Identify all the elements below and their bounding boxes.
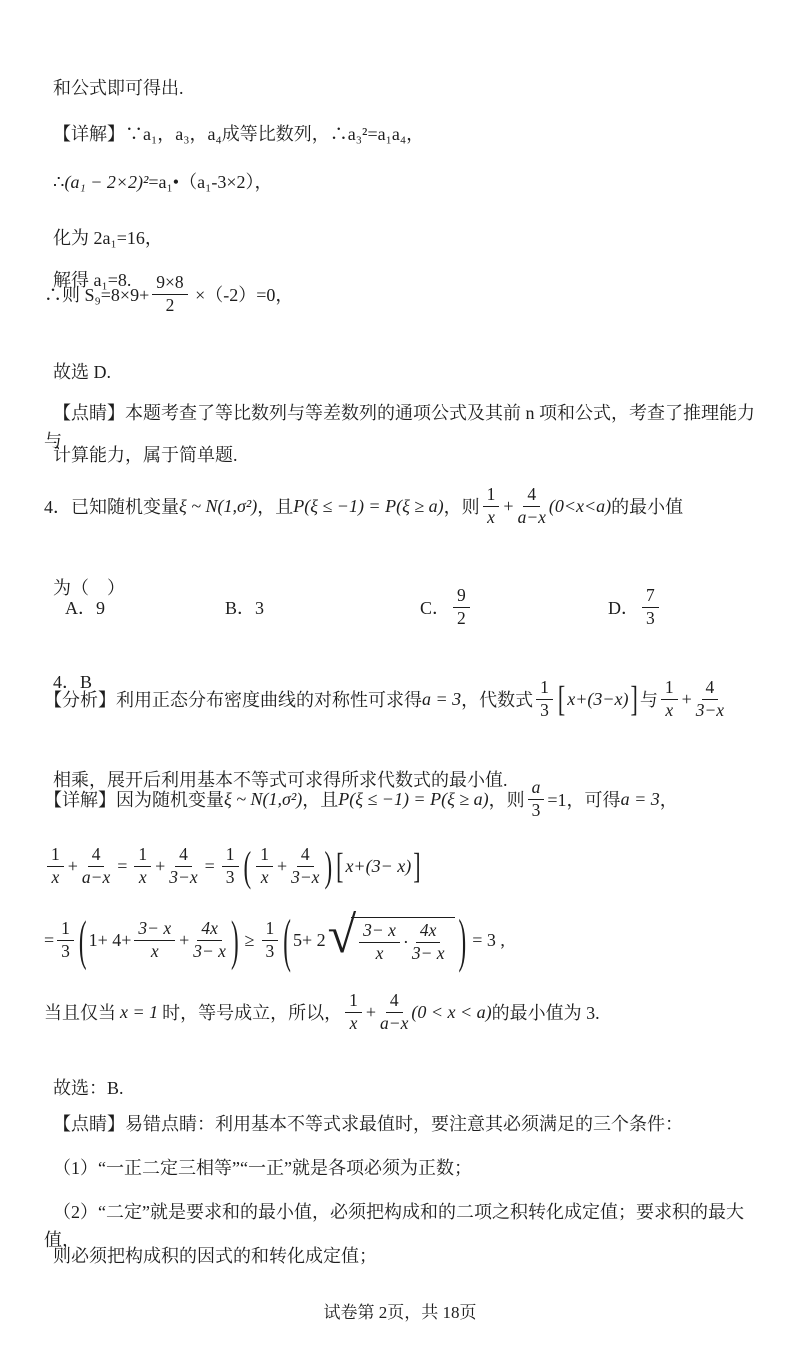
fraction-denominator: a−x (81, 866, 111, 887)
text-run: 【详解】∵a₁，a₃，a₄成等比数列，∴a₃²=a₁a₄， (53, 124, 425, 144)
fraction-denominator: a−x (380, 1012, 409, 1033)
equals-operator: = (117, 855, 128, 876)
text-run: 4．已知随机变量 (44, 497, 179, 517)
fraction (82, 845, 110, 887)
text-run: ∴则 S₉=8×9+ (44, 285, 150, 305)
fraction-denominator: 3 (61, 940, 70, 961)
fraction-denominator: 2 (165, 294, 175, 315)
sol3-step1-line (44, 140, 760, 196)
fraction (222, 845, 239, 887)
fraction (193, 919, 226, 961)
fraction-numerator: 1 (47, 845, 64, 867)
fraction-denominator: 3 (225, 866, 235, 887)
fraction-numerator: 1 (661, 678, 678, 700)
fraction-numerator: 4x (197, 919, 222, 941)
fraction-denominator: x (260, 866, 269, 887)
fraction-numerator: 7 (642, 586, 659, 608)
equals-operator: = (44, 929, 55, 950)
fraction (661, 678, 678, 720)
fraction (134, 845, 151, 887)
fraction (345, 991, 362, 1033)
sol3-sum-line (44, 266, 293, 322)
fraction-numerator: 4 (702, 678, 719, 700)
text-run: ， (659, 790, 678, 810)
fraction (536, 678, 553, 720)
fraction-numerator: 1 (483, 485, 500, 507)
option-c (420, 580, 473, 634)
big-paren-right: ) (324, 842, 333, 890)
math-run: = 3 , (472, 929, 505, 950)
plus-operator: + (681, 688, 692, 709)
math-run: (0 < x < a) (411, 1001, 492, 1022)
big-paren-right: ) (230, 910, 239, 970)
option-b (225, 594, 264, 620)
big-paren-right: ) (458, 907, 467, 973)
math-run: ξ ~ N(1,σ²) (224, 788, 303, 809)
math-run: P(ξ ≤ −1) = P(ξ ≥ a) (293, 495, 444, 516)
fraction-numerator: 3− x (359, 921, 400, 943)
text-run: ，则 (488, 790, 525, 810)
radical-body (351, 917, 454, 963)
therefore-symbol: ∴ (53, 172, 65, 192)
fraction-denominator: x (487, 506, 495, 527)
fraction (169, 845, 197, 887)
fraction-denominator: 3− x (411, 942, 445, 963)
cdot-operator: · (402, 931, 409, 952)
ans4-equation-line1 (44, 836, 423, 896)
math-run: x = 1 (120, 1001, 159, 1022)
fraction (453, 586, 470, 628)
greater-equal-operator: ≥ (244, 929, 255, 950)
page-number-text: 试卷第 2页，共 18页 (323, 1303, 477, 1322)
ans4-conclusion-line (44, 986, 600, 1038)
fraction (152, 273, 187, 315)
fraction (291, 845, 319, 887)
fraction-denominator: x (150, 940, 159, 961)
fraction-numerator: 4x (416, 921, 441, 943)
fraction (412, 921, 445, 963)
text-run: 和公式即可得出. (53, 78, 184, 98)
fraction-numerator: 4 (175, 845, 192, 867)
text-run: 的最小值 (611, 497, 684, 517)
fraction (380, 991, 408, 1033)
fraction-numerator: 1 (345, 991, 362, 1013)
fraction-denominator: 3 (265, 940, 275, 961)
text-run: 当且仅当 (44, 1003, 116, 1023)
math-run: x+(3−x) (567, 688, 629, 709)
ans4-note-line4 (44, 1214, 760, 1270)
fraction (256, 845, 273, 887)
fraction-denominator: a−x (517, 506, 546, 527)
math-run: 5+ 2 (292, 929, 326, 950)
fraction-denominator: 3 (540, 699, 549, 720)
text-run: 【点睛】本题考查了等比数列与等差数列的通项公式及其前 n 项和公式，考查了推理能力与 (44, 403, 755, 451)
text-run: 解得 a₁=8. (53, 270, 132, 290)
math-run: a = 3 (422, 688, 462, 709)
option-d-label: D． (608, 598, 639, 618)
text-run: ，则 (443, 497, 480, 517)
fraction-denominator: 3−x (695, 699, 725, 720)
fraction-numerator: 1 (256, 845, 273, 867)
math-run: P(ξ ≤ −1) = P(ξ ≥ a) (338, 788, 489, 809)
fraction-denominator: 3−x (291, 866, 320, 887)
text-run: 故选：B. (53, 1078, 124, 1098)
fraction (47, 845, 64, 887)
fraction-denominator: 2 (457, 607, 466, 628)
page-footer (0, 1298, 800, 1323)
math-run: a = 3 (620, 788, 660, 809)
math-run: ξ ~ N(1,σ²) (179, 495, 258, 516)
fraction (518, 485, 546, 527)
text-run: 计算能力，属于简单题. (53, 445, 238, 465)
text-run: 时，等号成立，所以， (162, 1003, 343, 1023)
plus-operator: + (155, 855, 166, 876)
fraction (262, 919, 279, 961)
text-run: 则必须把构成积的因式的和转化成定值； (53, 1246, 377, 1266)
text-run: （2）“二定”就是要求和的最小值，必须把构成和的二项之积转化成定值；要求积的最大值， (44, 1202, 744, 1250)
fraction (57, 919, 74, 961)
equals-operator: = (204, 855, 215, 876)
text-run: ，且 (257, 497, 294, 517)
big-bracket-left: [ (557, 677, 566, 719)
text-run: 4．B (53, 672, 93, 692)
fraction (528, 778, 545, 820)
fraction-numerator: 3− x (134, 919, 175, 941)
fraction-denominator: x (375, 942, 384, 963)
ans4-equation-line2 (44, 902, 509, 978)
math-run: (a₁ − 2×2)² (64, 172, 149, 192)
fraction-numerator: 4 (523, 485, 540, 507)
plus-operator: + (503, 495, 514, 516)
q4-stem-line (44, 478, 683, 534)
text-run: 与 (639, 690, 658, 710)
text-run: 故选 D. (53, 362, 111, 382)
fraction-numerator: 1 (134, 845, 151, 867)
option-d (608, 580, 662, 634)
fraction-numerator: 1 (262, 919, 279, 941)
fraction-denominator: x (51, 866, 60, 887)
fraction-numerator: 9 (453, 586, 470, 608)
big-paren-left: ( (283, 907, 291, 973)
fraction (134, 919, 175, 961)
ans4-detail-line (44, 772, 678, 826)
text-run: 【详解】因为随机变量 (44, 790, 224, 810)
option-a (65, 594, 105, 620)
big-paren-left: ( (243, 842, 252, 890)
fraction (696, 678, 724, 720)
plus-operator: + (67, 855, 78, 876)
text-run: ，代数式 (461, 690, 534, 710)
plus-operator: + (179, 929, 190, 950)
text-run: ×（-2）=0， (190, 285, 294, 305)
fraction-numerator: 1 (57, 919, 74, 941)
radical-sign: √ (327, 907, 357, 964)
text-run: 为（ ） (53, 578, 125, 598)
fraction-numerator: a (528, 778, 545, 800)
sol3-note-line2 (44, 413, 760, 469)
text-run: 的最小值为 3. (491, 1003, 600, 1023)
math-run: (0<x<a) (548, 495, 612, 516)
fraction-numerator: 1 (536, 678, 553, 700)
big-bracket-right: ] (413, 844, 421, 886)
fraction-numerator: 4 (88, 845, 105, 867)
text-run: （1）“一正二定三相等”“一正”就是各项必须为正数； (53, 1158, 472, 1178)
fraction-denominator: x (665, 699, 674, 720)
text-run: =1，可得 (547, 790, 621, 810)
ans4-analysis-line (44, 668, 727, 730)
fraction-numerator: 1 (222, 845, 239, 867)
fraction-denominator: 3 (646, 607, 655, 628)
fraction-numerator: 9×8 (152, 273, 187, 295)
big-bracket-left: [ (336, 844, 344, 886)
text-run: 【分析】利用正态分布密度曲线的对称性可求得 (44, 690, 422, 710)
fraction-denominator: x (349, 1012, 358, 1033)
fraction (483, 485, 500, 527)
text-run: 化为 2a₁=16， (53, 228, 163, 248)
fraction-denominator: 3 (531, 799, 541, 820)
text-run: 相乘，展开后利用基本不等式可求得所求代数式的最小值. (53, 770, 508, 790)
fraction-denominator: x (138, 866, 147, 887)
math-run: x+(3− x) (345, 855, 412, 876)
math-run: 1+ 4+ (88, 929, 132, 950)
fraction-numerator: 4 (297, 845, 314, 867)
fraction-denominator: 3− x (193, 940, 226, 961)
plus-operator: + (365, 1001, 377, 1022)
big-bracket-right: ] (630, 677, 638, 719)
big-paren-left: ( (78, 910, 87, 970)
option-a-text: A．9 (65, 598, 105, 618)
text-run: =a₁•（a₁-3×2）， (148, 172, 273, 192)
option-b-text: B．3 (225, 598, 265, 618)
q4-options-row (0, 580, 800, 634)
square-root (327, 907, 455, 964)
text-run: ，且 (302, 790, 339, 810)
text-run: 【点睛】易错点睛：利用基本不等式求最值时，要注意其必须满足的三个条件： (53, 1114, 683, 1134)
plus-operator: + (276, 855, 288, 876)
fraction (359, 921, 400, 963)
fraction-denominator: 3−x (169, 866, 198, 887)
fraction-numerator: 4 (386, 991, 403, 1013)
fraction (642, 586, 659, 628)
option-c-label: C． (420, 598, 451, 618)
